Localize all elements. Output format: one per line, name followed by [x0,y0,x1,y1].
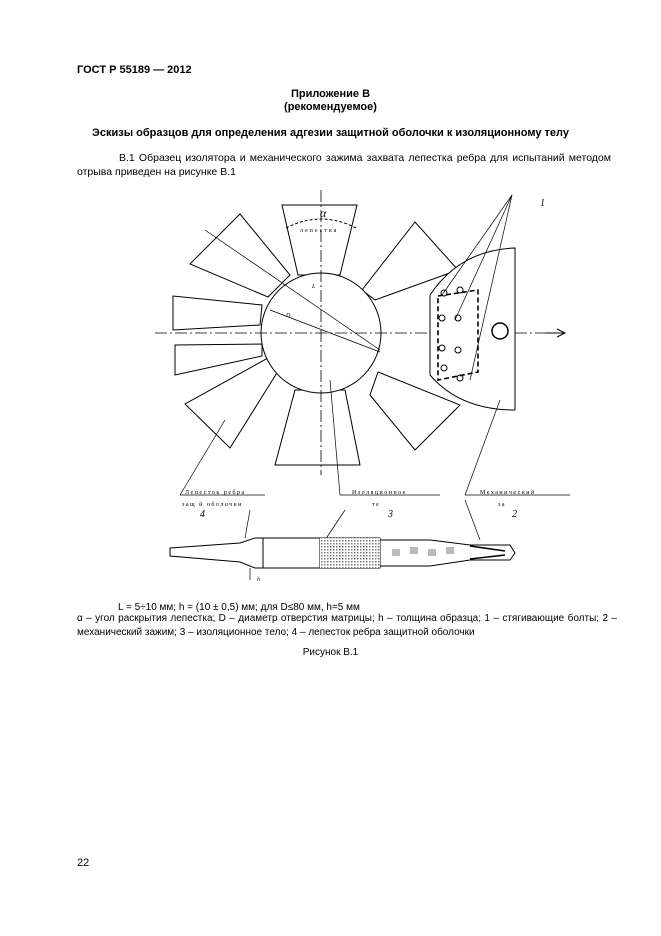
label-L: L [312,284,316,290]
paragraph-b1: В.1 Образец изолятора и механического зажима захвата лепестка ребра для испытаний методом отрыва приведен на рисунке В.1 [77,152,611,178]
label-petal: лепестка [300,228,339,234]
appendix-subtitle: (рекомендуемое) [284,101,377,113]
callout-3-text2: те [372,502,381,508]
side-view-specimen [170,538,515,580]
caption-legend: α – угол раскрытия лепестка; D – диаметр отверстия матрицы; h – толщина образца; 1 – стягивающие болты; 2 – механический зажим; 3 – изоляционное тело; 4 – лепесток ребра защитной оболочки [77,613,617,638]
label-1: 1 [540,198,545,209]
caption-dimensions: L = 5÷10 мм; h = (10 ± 0,5) мм; для D≤80 мм, h=5 мм [118,602,360,613]
callout-2-text: Механический [480,490,536,496]
label-h: h [257,577,260,583]
callout-3-num: 3 [388,509,393,520]
figure-label: Рисунок В.1 [302,647,359,658]
callout-4-num: 4 [200,509,205,520]
callout-3-text: Изоляционное [352,490,407,496]
callout-4-text2: защ й оболочки [182,502,243,508]
figure-b1-drawing [150,188,590,608]
section-title: Эскизы образцов для определения адгезии защитной оболочки к изоляционному телу [92,127,569,139]
callout-4-text: Лепесток ребра [185,490,246,496]
callout-2-text2: за [498,502,507,508]
appendix-title: Приложение В [290,88,371,100]
page-number: 22 [77,857,90,869]
callout-2-num: 2 [512,509,517,520]
label-alpha: α [320,206,327,220]
label-D: D [286,313,291,319]
standard-header: ГОСТ Р 55189 — 2012 [77,64,192,76]
